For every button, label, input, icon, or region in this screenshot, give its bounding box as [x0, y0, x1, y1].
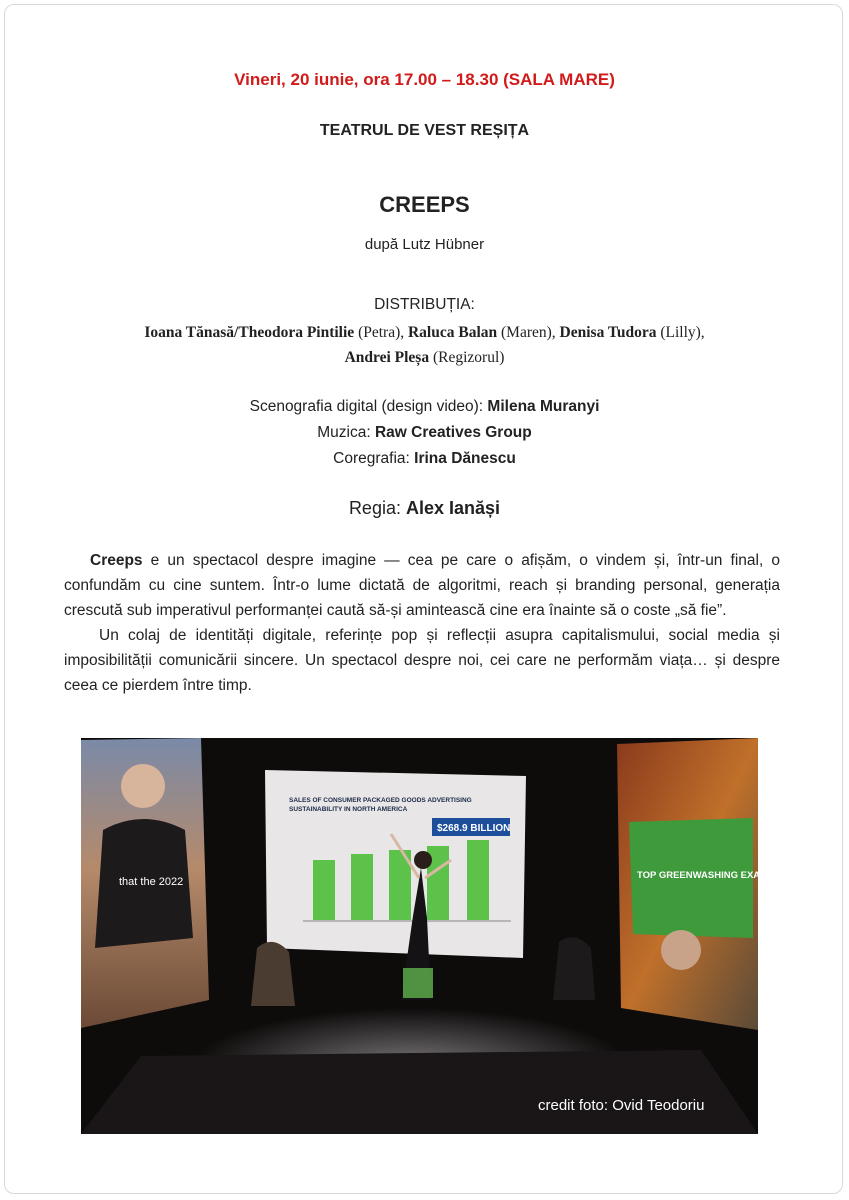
theatre-name: TEATRUL DE VEST REȘIȚA: [319, 122, 530, 139]
music-credit: Muzica: Raw Creatives Group: [317, 424, 532, 441]
center-screen-value: $268.9 BILLION: [437, 823, 511, 834]
scenography-credit: Scenografia digital (design video): Milena Muranyi: [249, 398, 600, 415]
face-right: [661, 930, 701, 970]
event-date-line: Vineri, 20 iunie, ora 17.00 – 18.30 (SALA MARE): [234, 70, 615, 89]
cast-list: [80, 320, 769, 370]
performer-head: [414, 851, 432, 869]
cast-member: Andrei Pleșa (Regizorul): [344, 349, 505, 366]
choreography-credit: Coregrafia: Irina Dănescu: [333, 450, 516, 467]
stage-floor: [81, 1050, 758, 1134]
author-line: după Lutz Hübner: [364, 236, 485, 253]
stage-scene: [81, 738, 797, 1134]
face-left: [121, 764, 165, 808]
play-title: CREEPS: [379, 192, 470, 217]
seated-figure: [251, 942, 295, 1006]
production-photo: [81, 738, 797, 1134]
seated-figure: [553, 937, 595, 1000]
description-paragraph: Creeps e un spectacol despre imagine — cea pe care o afișăm, o vindem și, într-un final, o confundăm cu cine suntem. Într-o lume dictată de algoritmi, reach și branding personal, generația crescută sub imperativul performanței caută să-și amintească cine era înainte să o coste „să fie”.: [64, 552, 780, 619]
director-credit: Regia: Alex Ianăși: [348, 498, 501, 518]
right-screen-caption: TOP GREENWASHING EXAMPLES!: [637, 870, 797, 881]
description: [64, 548, 780, 698]
cast-member: Raluca Balan (Maren),: [407, 324, 556, 341]
photo-credit: credit foto: Ovid Teodoriu: [538, 1097, 705, 1114]
screen-bar: [313, 860, 335, 920]
cast-heading: DISTRIBUȚIA:: [374, 296, 475, 313]
screen-bar: [467, 840, 489, 920]
description-paragraph: Un colaj de identități digitale, referințe pop și reflecții asupra capitalismului, social media și imposibilității comunicării sincere. Un spectacol despre noi, cei care ne performăm viața… și despre ceea ce pierdem între timp.: [64, 627, 780, 694]
cast-member: Denisa Tudora (Lilly),: [559, 324, 705, 341]
left-screen-caption: that the 2022: [119, 876, 184, 888]
screen-bar: [351, 854, 373, 920]
center-screen-title: SALES OF CONSUMER PACKAGED GOODS ADVERTISING SUSTAINABILITY IN NORTH AMERICA: [289, 797, 472, 813]
cast-member: Ioana Tănasă/Theodora Pintilie (Petra),: [144, 324, 405, 341]
performer-trousers: [403, 968, 433, 998]
